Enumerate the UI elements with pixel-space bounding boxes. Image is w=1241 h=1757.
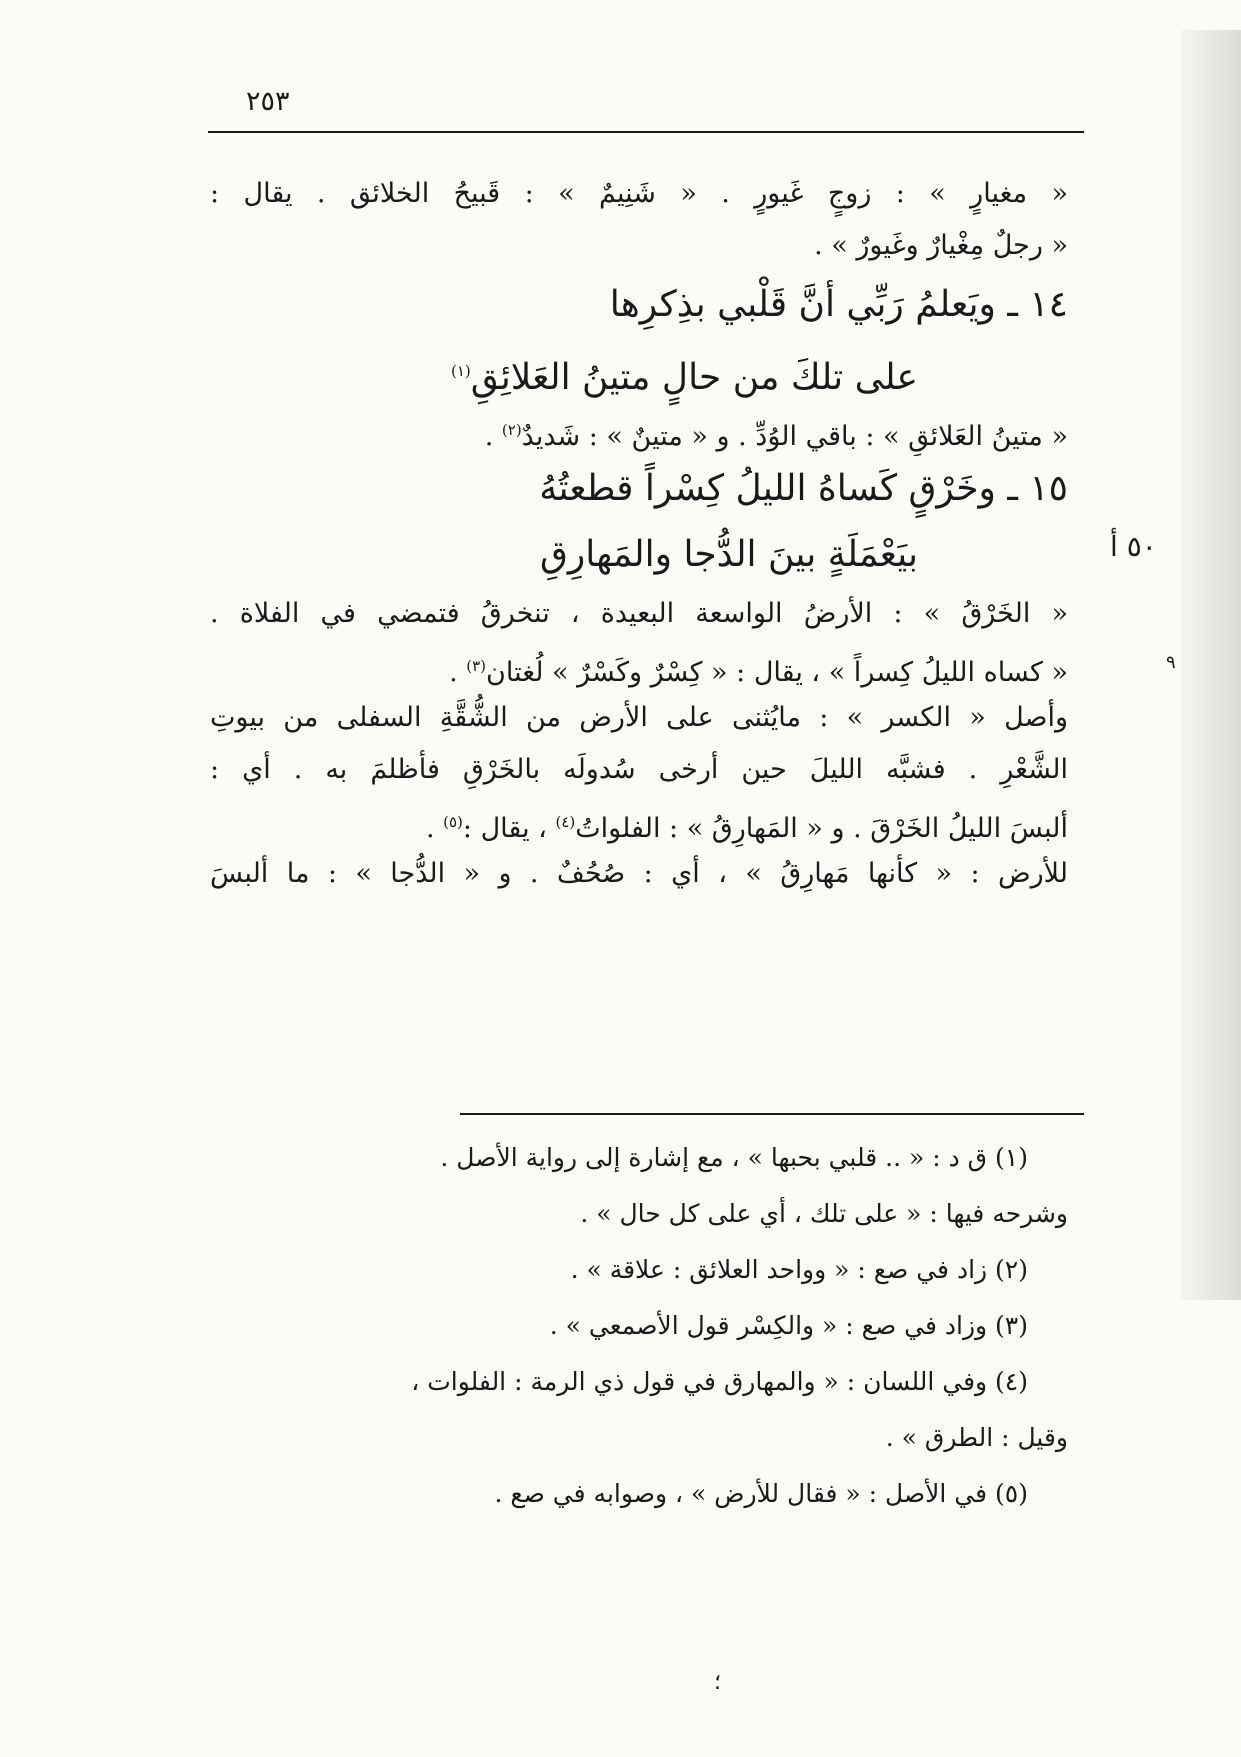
footnote-line: (٣) وزاد في صع : « والكِسْر قول الأصمعي » . xyxy=(549,1311,1028,1340)
commentary-text: « كساه الليلُ كِسراً » ، يقال : « كِسْرٌ وكَسْرٌ » لُغتان xyxy=(486,657,1068,688)
commentary-line: « الخَرْقُ » : الأرضُ الواسعة البعيدة ، تنخرقُ فتمضي في الفلاة . xyxy=(210,598,1068,629)
footnote-ref: (٤) xyxy=(555,813,576,831)
footnote-line: (٥) في الأصل : « فقال للأرض » ، وصوابه في صع . xyxy=(494,1479,1028,1508)
footnote-rule xyxy=(460,1113,1084,1115)
verse-15-first-hemistich: ١٥ ـ وخَرْقٍ كَساهُ الليلُ كِسْراً قطعتُهُ xyxy=(539,468,1068,509)
footnote-line: (٢) زاد في صع : « وواحد العلائق : علاقة » . xyxy=(570,1255,1028,1284)
footnote-line: (١) ق د : « .. قلبي بحبها » ، مع إشارة إلى رواية الأصل . xyxy=(440,1143,1028,1172)
bottom-printer-mark: ؛ xyxy=(714,1670,721,1695)
header-rule xyxy=(208,131,1084,133)
footnote-ref: (٥) xyxy=(443,813,463,831)
verse-text: على تلكَ من حالٍ متينُ العَلائِقِ xyxy=(470,357,918,398)
footnote-line: وشرحه فيها : « على تلك ، أي على كل حال » . xyxy=(580,1199,1068,1228)
commentary-text: ألبسَ الليلُ الخَرْقَ . و « المَهارِقُ » : الفلواتُ xyxy=(575,813,1068,844)
commentary-end: . xyxy=(425,813,444,844)
gloss-end: . xyxy=(484,421,502,452)
verse-14-gloss xyxy=(210,404,1068,456)
commentary-text: ، يقال : xyxy=(462,813,556,844)
verse-15-second-hemistich: بيَعْمَلَةٍ بينَ الدُّجا والمَهارِقِ xyxy=(539,534,918,575)
commentary-line: الشَّعْرِ . فشبَّه الليلَ حين أرخى سُدولَه بالخَرْقِ فأظلمَ به . أي : xyxy=(210,754,1068,785)
footnote-ref: (٣) xyxy=(466,657,487,675)
footnote-line: وقيل : الطرق » . xyxy=(885,1423,1068,1452)
verse-14-first-hemistich: ١٤ ـ ويَعلمُ رَبِّي أنَّ قَلْبي بذِكرِها xyxy=(609,284,1068,325)
text-line: « رجلٌ مِغْيارٌ وغَيورٌ » . xyxy=(814,230,1068,261)
footnote-line: (٤) وفي اللسان : « والمهارق في قول ذي الرمة : الفلوات ، xyxy=(411,1367,1028,1396)
commentary-line xyxy=(210,796,1068,848)
footnote-ref: (١) xyxy=(450,362,471,380)
manuscript-folio-marker: ٥٠ أ xyxy=(1110,530,1157,563)
page-edge-shadow xyxy=(1181,30,1241,1300)
verse-14-second-hemistich xyxy=(210,338,1068,404)
footnote-ref: (٢) xyxy=(501,421,522,439)
commentary-line xyxy=(210,640,1068,692)
page-number: ٢٥٣ xyxy=(246,86,290,117)
footnotes xyxy=(210,1130,1068,1522)
text-line: « مغيارٍ » : زوجٍ غَيورٍ . « شَنِيمٌ » : قَبيحُ الخلائق . يقال : xyxy=(210,178,1068,209)
gloss-text: « متينُ العَلائقِ » : باقي الوُدِّ . و « متينٌ » : شَديدٌ xyxy=(521,421,1068,452)
commentary-line: للأرض : « كأنها مَهارِقُ » ، أي : صُحُفٌ . و « الدُّجا » : ما ألبسَ xyxy=(210,858,1068,889)
commentary-end: . xyxy=(449,657,467,688)
margin-mark: ٩ xyxy=(1166,652,1176,673)
main-text xyxy=(210,168,1068,900)
commentary-line: وأصل « الكسر » : مايُثنى على الأرض من الشُّقَّةِ السفلى من بيوتِ xyxy=(210,702,1068,733)
